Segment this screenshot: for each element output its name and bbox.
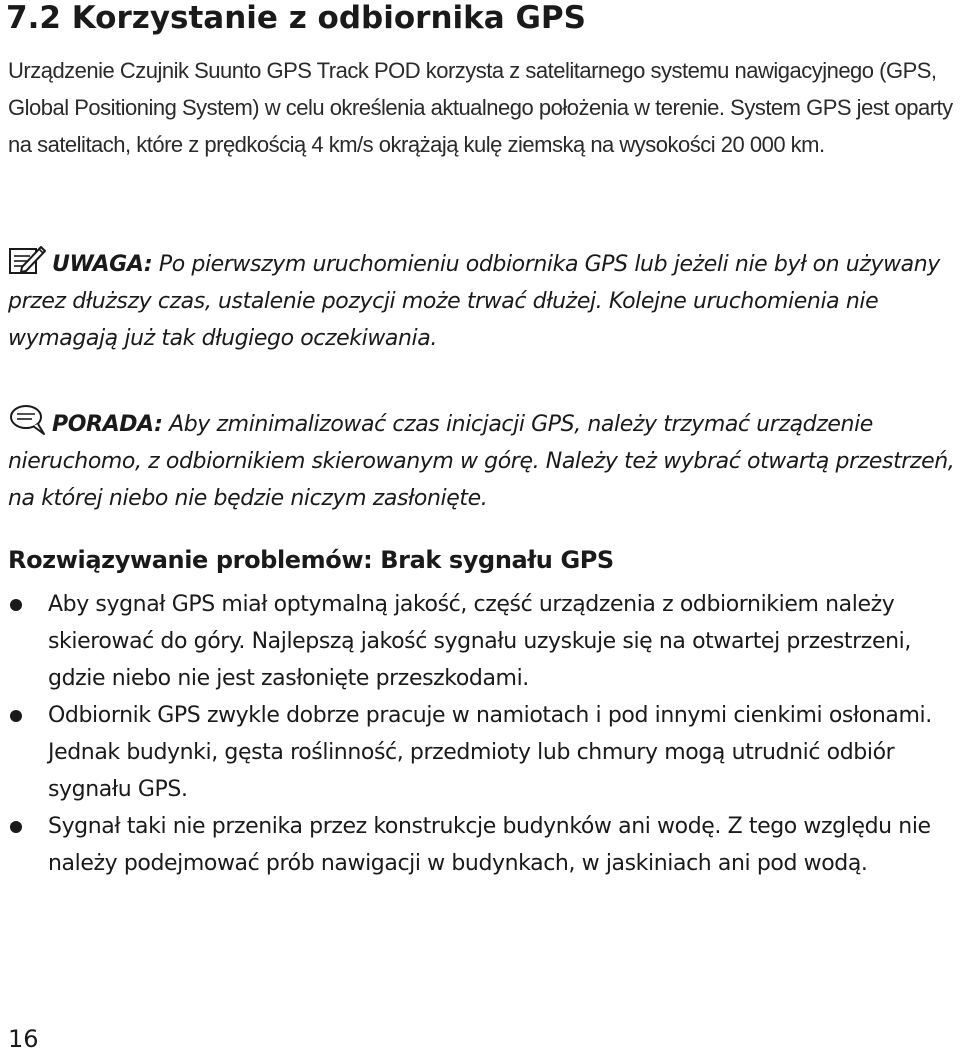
note-pencil-icon <box>8 243 48 277</box>
troubleshooting-list <box>0 586 960 882</box>
note-porada-label: PORADA: <box>52 412 163 437</box>
bullet-dot-icon <box>10 599 22 611</box>
tip-speech-bubble-icon <box>8 403 48 437</box>
bullet-dot-icon <box>10 710 22 722</box>
list-item-text: Odbiornik GPS zwykle dobrze pracuje w namiotach i pod innymi cienkimi osłonami. Jednak budynki, gęsta roślinność, przedmioty lub chmury mogą utrudnić odbiór sygnału GPS. <box>48 703 932 802</box>
note-uwaga <box>8 243 958 357</box>
intro-paragraph: Urządzenie Czujnik Suunto GPS Track POD korzysta z satelitarnego systemu nawigacyjnego (GPS, Global Positioning System) w celu określenia aktualnego położenia w terenie. System GPS jest oparty na satelitach, które z prędkością 4 km/s okrążają kulę ziemską na wysokości 20 000 km. <box>8 58 953 157</box>
note-porada <box>8 403 958 517</box>
section-title: 7.2 Korzystanie z odbiornika GPS <box>6 0 586 36</box>
troubleshooting-heading: Rozwiązywanie problemów: Brak sygnału GPS <box>8 546 614 574</box>
note-uwaga-label: UWAGA: <box>52 252 153 277</box>
page-number: 16 <box>8 1025 39 1053</box>
note-uwaga-text: Po pierwszym uruchomieniu odbiornika GPS lub jeżeli nie był on używany przez dłuższy czas, ustalenie pozycji może trwać dłużej. Kolejne uruchomienia nie wymagają już tak długiego oczekiwania. <box>8 252 940 351</box>
list-item <box>0 586 953 697</box>
list-item <box>0 697 953 808</box>
list-item <box>0 808 953 882</box>
note-porada-text: Aby zminimalizować czas inicjacji GPS, należy trzymać urządzenie nieruchomo, z odbiornikiem skierowanym w górę. Należy też wybrać otwartą przestrzeń, na której niebo nie będzie niczym zasłonięte. <box>8 412 955 511</box>
list-item-text: Sygnał taki nie przenika przez konstrukcje budynków ani wodę. Z tego względu nie należy podejmować prób nawigacji w budynkach, w jaskiniach ani pod wodą. <box>48 814 931 876</box>
list-item-text: Aby sygnał GPS miał optymalną jakość, część urządzenia z odbiornikiem należy skierować do góry. Najlepszą jakość sygnału uzyskuje się na otwartej przestrzeni, gdzie niebo nie jest zasłonięte przeszkodami. <box>48 592 911 691</box>
bullet-dot-icon <box>10 821 22 833</box>
